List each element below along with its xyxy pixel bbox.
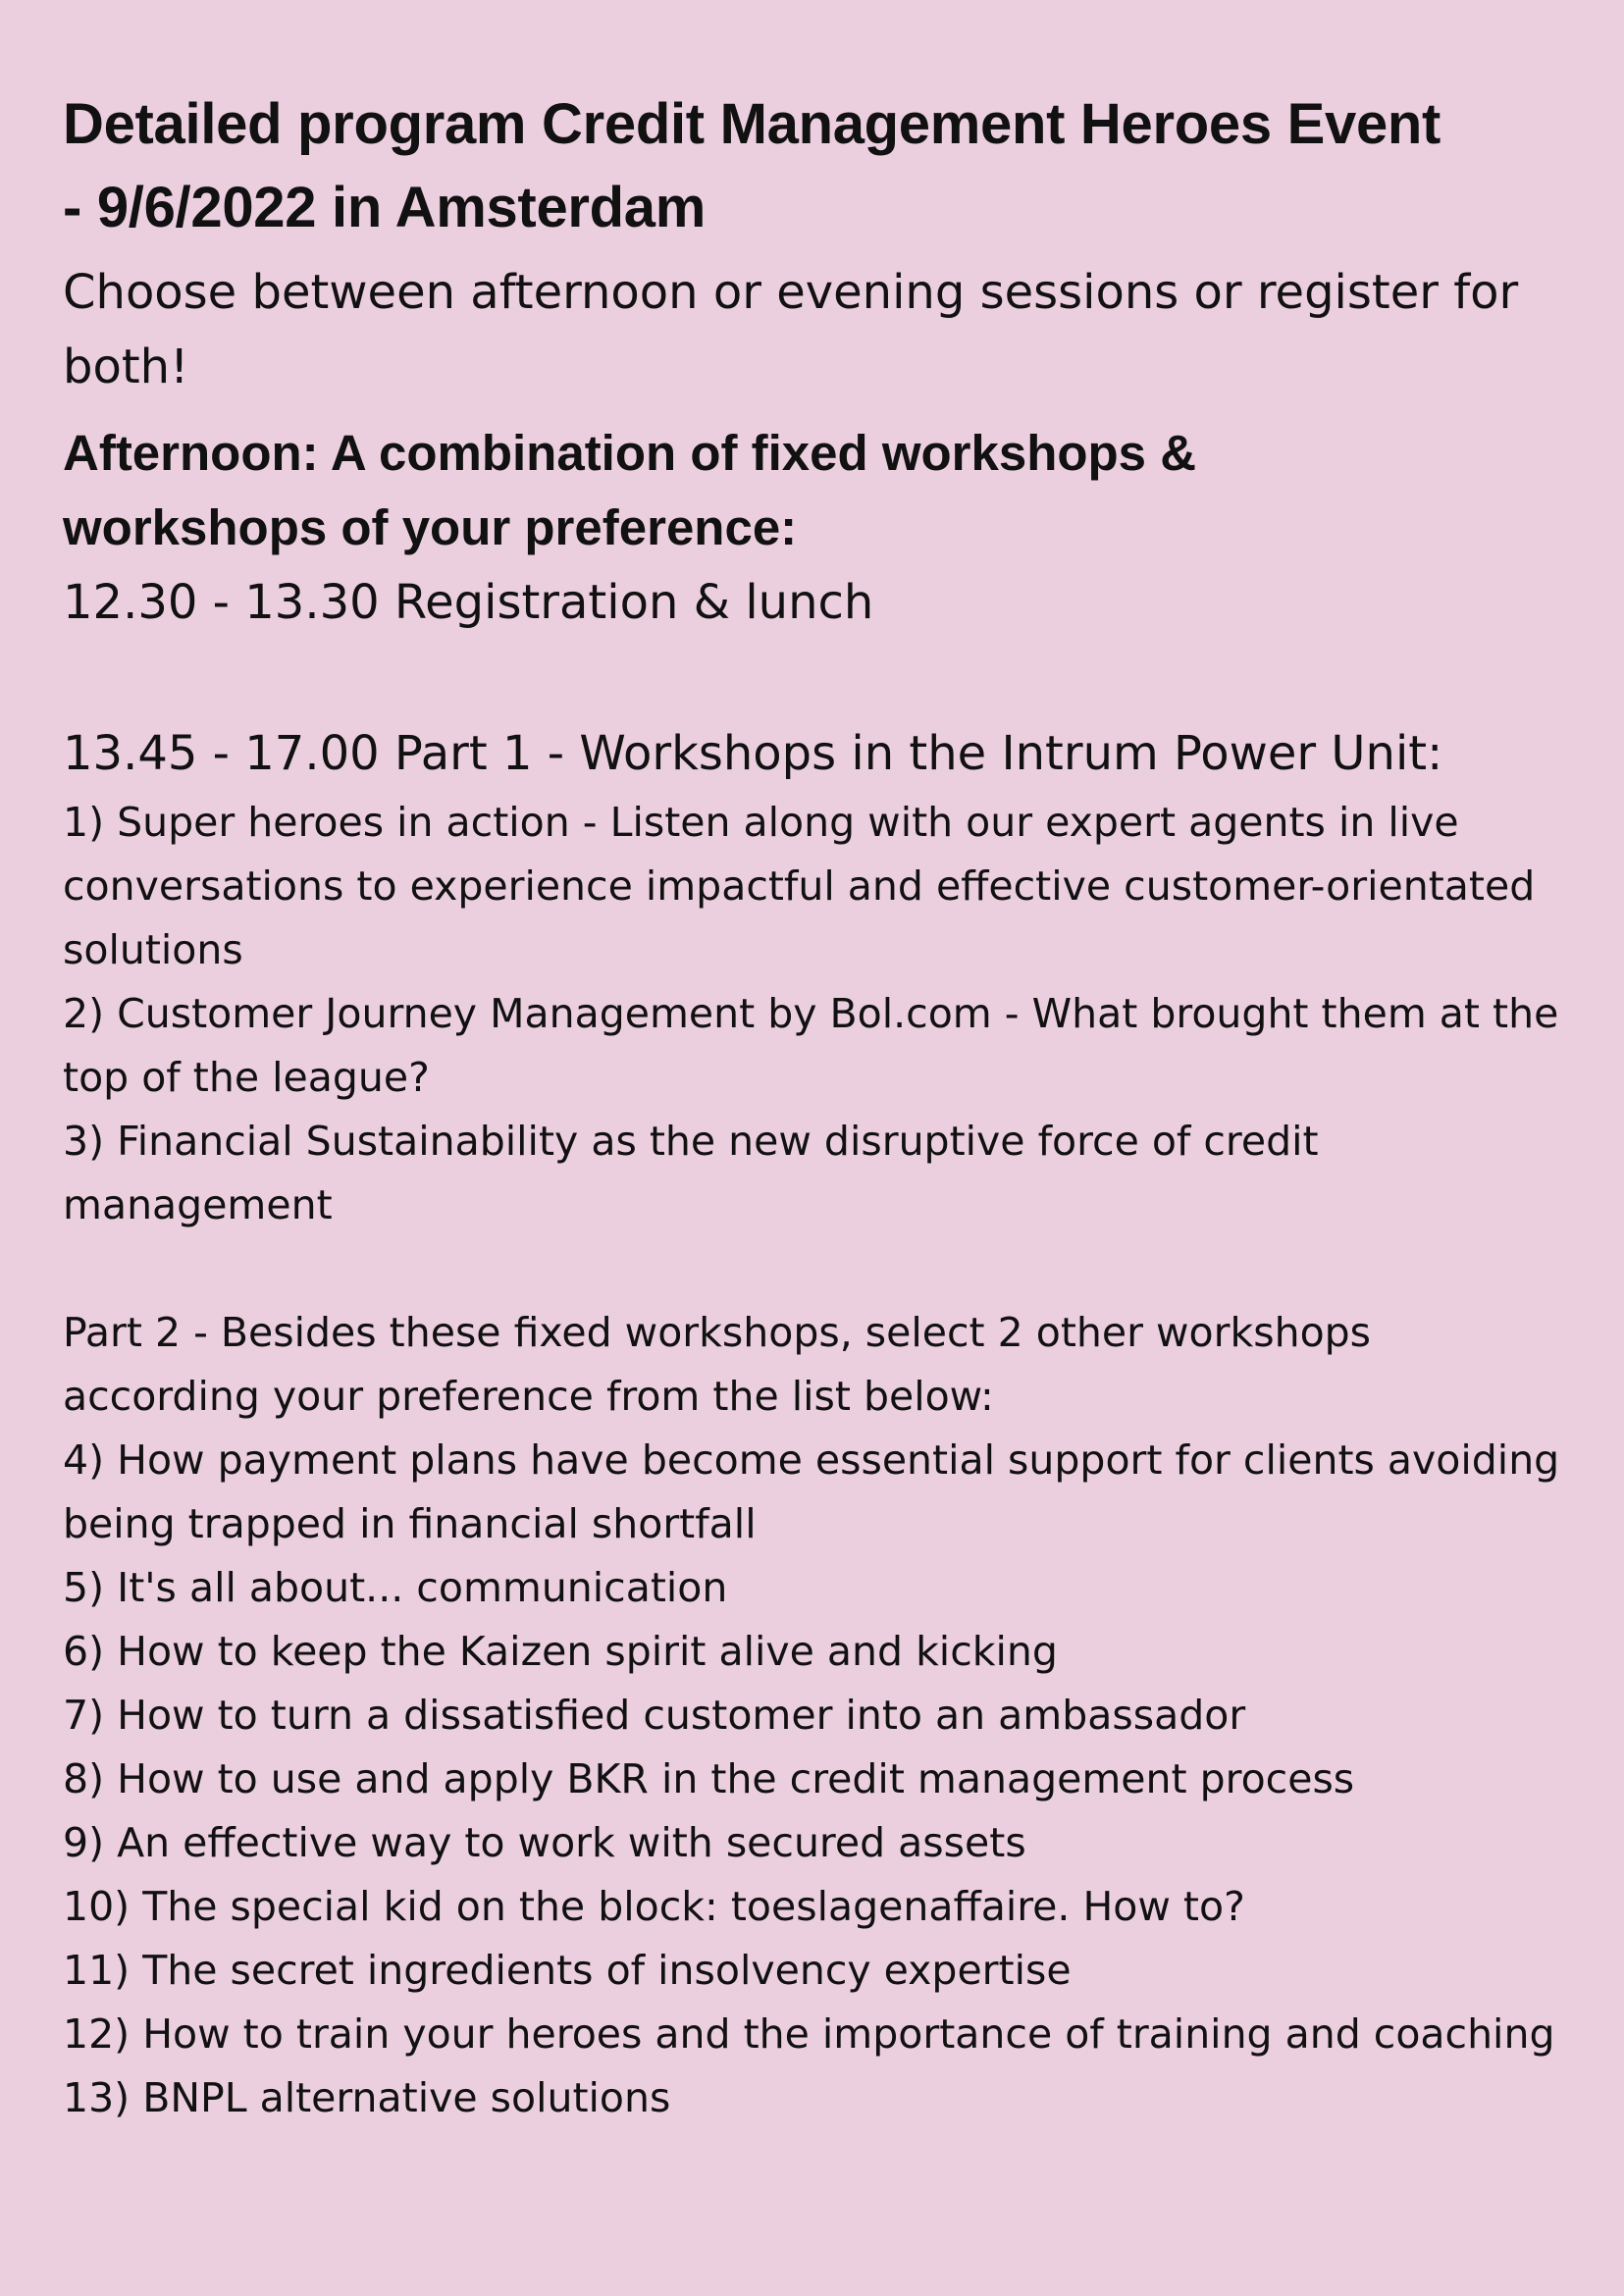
afternoon-heading: Afternoon: A combination of fixed workshops & workshops of your preference: bbox=[63, 425, 1197, 555]
list-item: 3) Financial Sustainability as the new disruptive force of credit management bbox=[63, 1118, 1319, 1228]
list-item: 8) How to use and apply BKR in the credit management process bbox=[63, 1755, 1355, 1802]
list-item: 5) It's all about... communication bbox=[63, 1564, 728, 1611]
list-item: 1) Super heroes in action - Listen along with our expert agents in live conversations to experience impactful and effective customer-orientated solutions bbox=[63, 799, 1536, 973]
list-item: 4) How payment plans have become essential support for clients avoiding being trapped in financial shortfall bbox=[63, 1436, 1560, 1547]
part1-heading: 13.45 - 17.00 Part 1 - Workshops in the Intrum Power Unit: bbox=[63, 726, 1443, 781]
list-item: 7) How to turn a dissatisfied customer into an ambassador bbox=[63, 1692, 1246, 1739]
registration-line: 12.30 - 13.30 Registration & lunch bbox=[63, 575, 874, 630]
list-item: 9) An effective way to work with secured assets bbox=[63, 1819, 1026, 1866]
list-item: 11) The secret ingredients of insolvency expertise bbox=[63, 1947, 1072, 1994]
list-item: 12) How to train your heroes and the importance of training and coaching bbox=[63, 2010, 1555, 2058]
list-item: 13) BNPL alternative solutions bbox=[63, 2074, 671, 2121]
list-item: 2) Customer Journey Management by Bol.com - What brought them at the top of the league? bbox=[63, 990, 1559, 1101]
session-choice-subtitle: Choose between afternoon or evening sessions or register for both! bbox=[63, 265, 1519, 394]
page-title: Detailed program Credit Management Heroes Event - 9/6/2022 in Amsterdam bbox=[63, 92, 1441, 239]
list-item: 6) How to keep the Kaizen spirit alive and kicking bbox=[63, 1628, 1058, 1675]
section-spacer bbox=[63, 1237, 1565, 1301]
part2-heading: Part 2 - Besides these fixed workshops, select 2 other workshops according your preference from the list below: bbox=[63, 1309, 1372, 1420]
section-spacer bbox=[63, 640, 1565, 716]
list-item: 10) The special kid on the block: toeslagenaffaire. How to? bbox=[63, 1883, 1245, 1930]
